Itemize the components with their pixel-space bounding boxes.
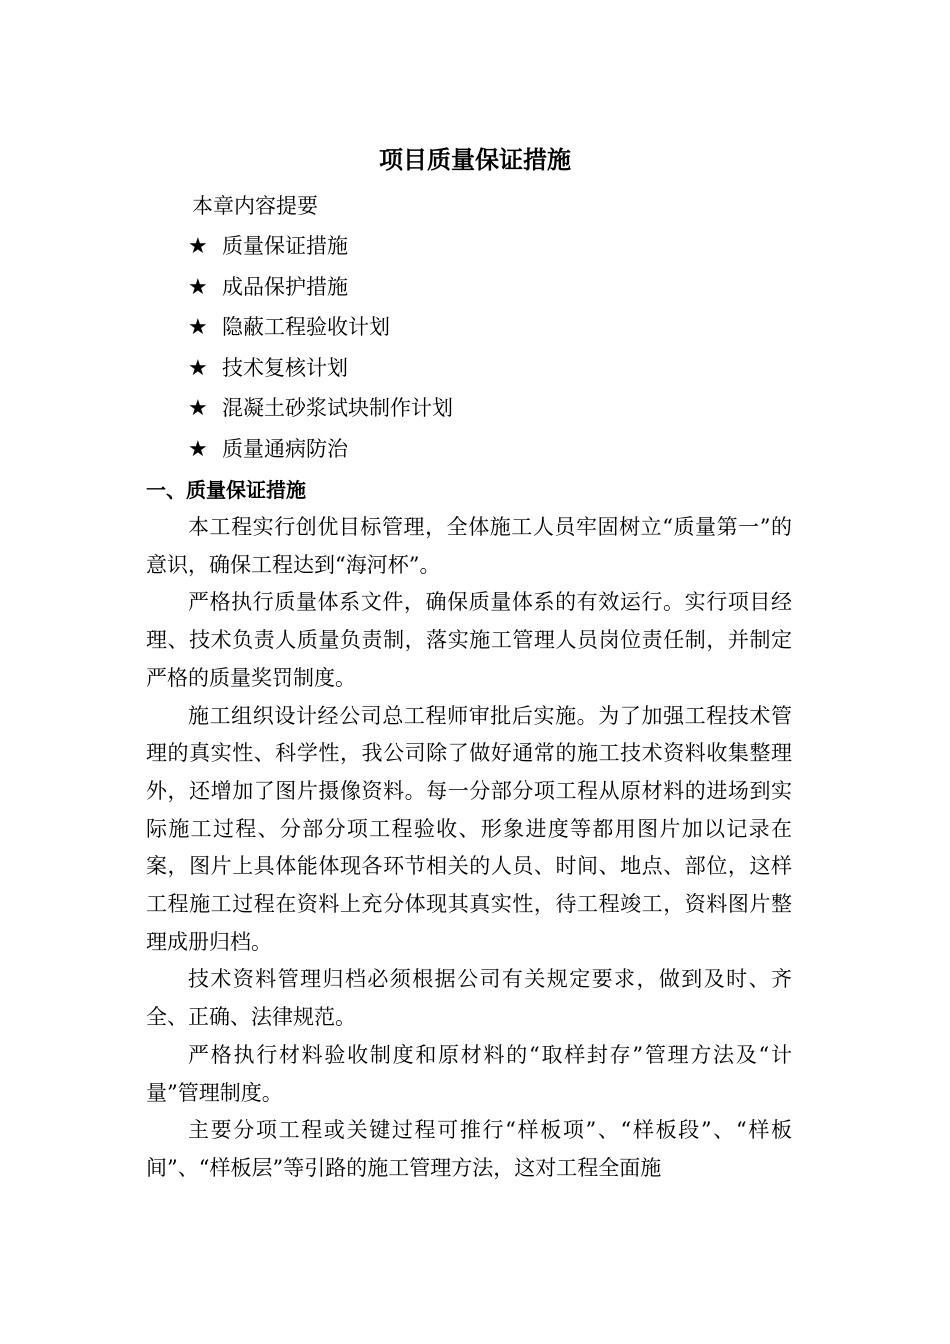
list-item-label: 技术复核计划 bbox=[222, 355, 348, 380]
paragraph: 技术资料管理归档必须根据公司有关规定要求，做到及时、齐全、正确、法律规范。 bbox=[146, 967, 792, 1030]
list-item-label: 质量保证措施 bbox=[222, 234, 348, 258]
section-body bbox=[146, 509, 792, 1188]
star-icon: ★ bbox=[188, 234, 208, 259]
star-icon: ★ bbox=[188, 274, 208, 300]
star-icon: ★ bbox=[188, 396, 208, 422]
paragraph: 严格执行材料验收制度和原材料的“取样封存”管理方法及“计量”管理制度。 bbox=[146, 1042, 792, 1105]
section-heading: 一、质量保证措施 bbox=[146, 478, 306, 502]
star-icon: ★ bbox=[188, 355, 208, 381]
page-title: 项目质量保证措施 bbox=[379, 146, 571, 174]
list-item bbox=[188, 307, 453, 348]
list-item-label: 混凝土砂浆试块制作计划 bbox=[222, 396, 453, 421]
paragraph: 本工程实行创优目标管理，全体施工人员牢固树立“质量第一”的意识，确保工程达到“海河杯”。 bbox=[146, 515, 792, 577]
list-item bbox=[188, 226, 453, 267]
star-icon: ★ bbox=[188, 315, 208, 341]
list-item bbox=[188, 429, 453, 470]
list-item-label: 隐蔽工程验收计划 bbox=[222, 315, 390, 340]
list-item bbox=[188, 388, 453, 429]
paragraph: 主要分项工程或关键过程可推行“样板项”、“样板段”、“样板间”、“样板层”等引路的施工管理方法，这对工程全面施 bbox=[146, 1118, 792, 1180]
summary-bullet-list bbox=[188, 226, 453, 470]
star-icon: ★ bbox=[188, 436, 208, 462]
list-item bbox=[188, 267, 453, 308]
list-item-label: 质量通病防治 bbox=[222, 436, 348, 461]
paragraph: 施工组织设计经公司总工程师审批后实施。为了加强工程技术管理的真实性、科学性，我公司除了做好通常的施工技术资料收集整理外，还增加了图片摄像资料。每一分部分项工程从原材料的进场到实际施工过程、分部分项工程验收、形象进度等都用图片加以记录在案，图片上具体能体现各环节相关的人员、时间、地点、部位，这样工程施工过程在资料上充分体现其真实性，待工程竣工，资料图片整理成册归档。 bbox=[146, 703, 792, 954]
chapter-summary-label: 本章内容提要 bbox=[192, 194, 318, 218]
list-item bbox=[188, 348, 453, 389]
paragraph: 严格执行质量体系文件，确保质量体系的有效运行。实行项目经理、技术负责人质量负责制，落实施工管理人员岗位责任制，并制定严格的质量奖罚制度。 bbox=[146, 590, 792, 690]
list-item-label: 成品保护措施 bbox=[222, 274, 348, 299]
